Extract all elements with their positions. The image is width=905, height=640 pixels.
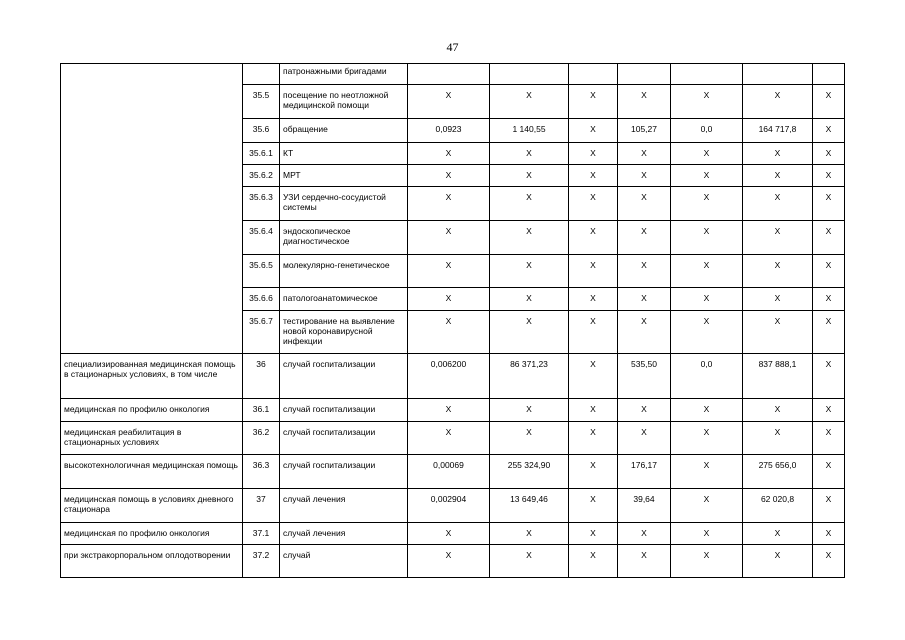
row-value-cell: X bbox=[408, 165, 490, 187]
row-value-cell: X bbox=[618, 288, 671, 311]
row-number-cell: 36.2 bbox=[243, 422, 280, 455]
row-name-cell: медицинская помощь в условиях дневного стационара bbox=[61, 489, 243, 523]
row-value-cell: X bbox=[671, 288, 743, 311]
table-body bbox=[61, 64, 845, 578]
row-unit-cell: случай лечения bbox=[280, 489, 408, 523]
row-value-cell bbox=[569, 64, 618, 85]
row-value-cell: X bbox=[408, 85, 490, 119]
row-value-cell: 13 649,46 bbox=[490, 489, 569, 523]
row-value-cell: X bbox=[813, 489, 845, 523]
row-value-cell bbox=[671, 64, 743, 85]
row-value-cell: X bbox=[569, 399, 618, 422]
row-value-cell: X bbox=[813, 311, 845, 354]
row-value-cell: X bbox=[618, 221, 671, 255]
row-value-cell: X bbox=[408, 311, 490, 354]
row-number-cell: 35.6.2 bbox=[243, 165, 280, 187]
row-value-cell: X bbox=[671, 221, 743, 255]
row-value-cell: X bbox=[671, 143, 743, 165]
row-value-cell: X bbox=[671, 523, 743, 545]
row-value-cell: X bbox=[743, 288, 813, 311]
row-value-cell: X bbox=[618, 399, 671, 422]
row-value-cell: X bbox=[408, 187, 490, 221]
row-value-cell: X bbox=[671, 455, 743, 489]
row-value-cell: X bbox=[490, 143, 569, 165]
row-value-cell: X bbox=[813, 119, 845, 143]
row-value-cell: X bbox=[408, 221, 490, 255]
row-number-cell: 37.2 bbox=[243, 545, 280, 578]
row-value-cell: X bbox=[569, 143, 618, 165]
row-name-cell: медицинская реабилитация в стационарных условиях bbox=[61, 422, 243, 455]
row-value-cell: 164 717,8 bbox=[743, 119, 813, 143]
row-value-cell: 105,27 bbox=[618, 119, 671, 143]
row-name-cell: медицинская по профилю онкология bbox=[61, 399, 243, 422]
row-value-cell: X bbox=[671, 422, 743, 455]
row-value-cell: X bbox=[671, 489, 743, 523]
row-value-cell: X bbox=[813, 422, 845, 455]
row-value-cell bbox=[743, 64, 813, 85]
row-value-cell: X bbox=[408, 255, 490, 288]
table-row bbox=[61, 455, 845, 489]
row-value-cell: X bbox=[813, 354, 845, 399]
row-value-cell: X bbox=[569, 422, 618, 455]
row-unit-cell: случай лечения bbox=[280, 523, 408, 545]
row-value-cell: X bbox=[569, 85, 618, 119]
row-value-cell: X bbox=[671, 187, 743, 221]
table-row bbox=[61, 399, 845, 422]
row-unit-cell: посещение по неотложной медицинской помощи bbox=[280, 85, 408, 119]
row-value-cell: X bbox=[408, 399, 490, 422]
row-value-cell: X bbox=[490, 422, 569, 455]
row-value-cell: X bbox=[743, 85, 813, 119]
page-number: 47 bbox=[446, 40, 459, 54]
row-name-cell: высокотехнологичная медицинская помощь bbox=[61, 455, 243, 489]
row-value-cell: X bbox=[408, 545, 490, 578]
row-number-cell: 35.6 bbox=[243, 119, 280, 143]
row-value-cell: X bbox=[743, 422, 813, 455]
row-unit-cell: случай госпитализации bbox=[280, 354, 408, 399]
row-value-cell: X bbox=[813, 187, 845, 221]
table-row bbox=[61, 545, 845, 578]
row-unit-cell: случай bbox=[280, 545, 408, 578]
row-value-cell: 255 324,90 bbox=[490, 455, 569, 489]
row-value-cell: X bbox=[618, 143, 671, 165]
row-value-cell: X bbox=[569, 455, 618, 489]
row-value-cell: 0,0 bbox=[671, 354, 743, 399]
row-number-cell: 35.6.5 bbox=[243, 255, 280, 288]
row-value-cell: X bbox=[813, 85, 845, 119]
row-value-cell: 86 371,23 bbox=[490, 354, 569, 399]
row-number-cell bbox=[243, 64, 280, 85]
row-number-cell: 35.6.6 bbox=[243, 288, 280, 311]
row-number-cell: 35.6.3 bbox=[243, 187, 280, 221]
row-value-cell: X bbox=[743, 143, 813, 165]
row-value-cell: X bbox=[813, 165, 845, 187]
row-unit-cell: эндоскопическое диагностическое bbox=[280, 221, 408, 255]
row-value-cell: 0,0 bbox=[671, 119, 743, 143]
row-value-cell: X bbox=[618, 523, 671, 545]
row-value-cell: X bbox=[618, 311, 671, 354]
row-value-cell: X bbox=[569, 165, 618, 187]
row-value-cell: 535,50 bbox=[618, 354, 671, 399]
row-value-cell: X bbox=[813, 523, 845, 545]
row-unit-cell: УЗИ сердечно-сосудистой системы bbox=[280, 187, 408, 221]
row-value-cell: X bbox=[743, 187, 813, 221]
data-table bbox=[60, 63, 845, 578]
row-value-cell bbox=[618, 64, 671, 85]
row-value-cell: X bbox=[408, 143, 490, 165]
row-value-cell: X bbox=[490, 545, 569, 578]
row-value-cell: 176,17 bbox=[618, 455, 671, 489]
table-row bbox=[61, 489, 845, 523]
row-value-cell: X bbox=[743, 399, 813, 422]
row-value-cell: X bbox=[743, 255, 813, 288]
row-value-cell: X bbox=[408, 523, 490, 545]
row-value-cell: X bbox=[671, 311, 743, 354]
row-value-cell: X bbox=[618, 85, 671, 119]
row-value-cell bbox=[408, 64, 490, 85]
table-row bbox=[61, 523, 845, 545]
row-value-cell: X bbox=[813, 143, 845, 165]
row-number-cell: 36 bbox=[243, 354, 280, 399]
row-unit-cell: молекулярно-генетическое bbox=[280, 255, 408, 288]
row-unit-cell: КТ bbox=[280, 143, 408, 165]
row-value-cell: 39,64 bbox=[618, 489, 671, 523]
table-row bbox=[61, 354, 845, 399]
row-number-cell: 37.1 bbox=[243, 523, 280, 545]
row-name-cell: специализированная медицинская помощь в стационарных условиях, в том числе bbox=[61, 354, 243, 399]
row-value-cell: X bbox=[569, 255, 618, 288]
row-value-cell: X bbox=[671, 165, 743, 187]
row-value-cell: 275 656,0 bbox=[743, 455, 813, 489]
row-value-cell: X bbox=[490, 399, 569, 422]
row-value-cell: 0,006200 bbox=[408, 354, 490, 399]
table-row bbox=[61, 64, 845, 85]
row-value-cell: X bbox=[408, 288, 490, 311]
row-value-cell: 62 020,8 bbox=[743, 489, 813, 523]
row-value-cell: X bbox=[490, 255, 569, 288]
row-value-cell: X bbox=[569, 119, 618, 143]
row-value-cell: X bbox=[671, 399, 743, 422]
row-value-cell: X bbox=[618, 422, 671, 455]
row-value-cell: X bbox=[618, 165, 671, 187]
row-number-cell: 36.3 bbox=[243, 455, 280, 489]
row-unit-cell: патронажными бригадами bbox=[280, 64, 408, 85]
row-value-cell: X bbox=[671, 545, 743, 578]
row-value-cell: X bbox=[569, 221, 618, 255]
row-value-cell: X bbox=[743, 545, 813, 578]
row-number-cell: 35.6.7 bbox=[243, 311, 280, 354]
row-value-cell: 0,002904 bbox=[408, 489, 490, 523]
row-value-cell: X bbox=[618, 255, 671, 288]
row-unit-cell: патологоанатомическое bbox=[280, 288, 408, 311]
row-value-cell bbox=[813, 64, 845, 85]
row-value-cell: X bbox=[671, 255, 743, 288]
row-value-cell: X bbox=[813, 399, 845, 422]
row-value-cell: X bbox=[490, 311, 569, 354]
row-value-cell bbox=[490, 64, 569, 85]
row-value-cell: X bbox=[569, 354, 618, 399]
row-value-cell: 837 888,1 bbox=[743, 354, 813, 399]
row-value-cell: X bbox=[813, 545, 845, 578]
row-value-cell: X bbox=[743, 311, 813, 354]
row-value-cell: 0,0923 bbox=[408, 119, 490, 143]
row-value-cell: X bbox=[743, 165, 813, 187]
row-value-cell: X bbox=[569, 288, 618, 311]
row-unit-cell: МРТ bbox=[280, 165, 408, 187]
row-value-cell: X bbox=[569, 311, 618, 354]
row-value-cell: X bbox=[813, 455, 845, 489]
row-unit-cell: случай госпитализации bbox=[280, 399, 408, 422]
row-value-cell: X bbox=[490, 165, 569, 187]
row-value-cell: X bbox=[490, 85, 569, 119]
row-unit-cell: случай госпитализации bbox=[280, 422, 408, 455]
row-value-cell: X bbox=[813, 221, 845, 255]
row-value-cell: X bbox=[618, 187, 671, 221]
row-value-cell: X bbox=[490, 523, 569, 545]
row-value-cell: X bbox=[490, 288, 569, 311]
row-value-cell: X bbox=[408, 422, 490, 455]
row-value-cell: X bbox=[569, 489, 618, 523]
row-unit-cell: тестирование на выявление новой коронавирусной инфекции bbox=[280, 311, 408, 354]
row-value-cell: X bbox=[490, 187, 569, 221]
row-number-cell: 35.6.1 bbox=[243, 143, 280, 165]
row-name-cell: при экстракорпоральном оплодотворении bbox=[61, 545, 243, 578]
row-value-cell: X bbox=[569, 187, 618, 221]
row-value-cell: X bbox=[569, 523, 618, 545]
row-value-cell: X bbox=[671, 85, 743, 119]
row-value-cell: X bbox=[618, 545, 671, 578]
row-name-cell: медицинская по профилю онкология bbox=[61, 523, 243, 545]
row-value-cell: X bbox=[569, 545, 618, 578]
row-value-cell: X bbox=[743, 523, 813, 545]
row-value-cell: X bbox=[490, 221, 569, 255]
row-unit-cell: случай госпитализации bbox=[280, 455, 408, 489]
row-value-cell: X bbox=[813, 255, 845, 288]
row-value-cell: X bbox=[743, 221, 813, 255]
table-row bbox=[61, 422, 845, 455]
row-value-cell: 0,00069 bbox=[408, 455, 490, 489]
row-number-cell: 35.5 bbox=[243, 85, 280, 119]
row-value-cell: 1 140,55 bbox=[490, 119, 569, 143]
row-number-cell: 36.1 bbox=[243, 399, 280, 422]
row-number-cell: 35.6.4 bbox=[243, 221, 280, 255]
row-number-cell: 37 bbox=[243, 489, 280, 523]
row-unit-cell: обращение bbox=[280, 119, 408, 143]
row-name-cell bbox=[61, 64, 243, 354]
row-value-cell: X bbox=[813, 288, 845, 311]
